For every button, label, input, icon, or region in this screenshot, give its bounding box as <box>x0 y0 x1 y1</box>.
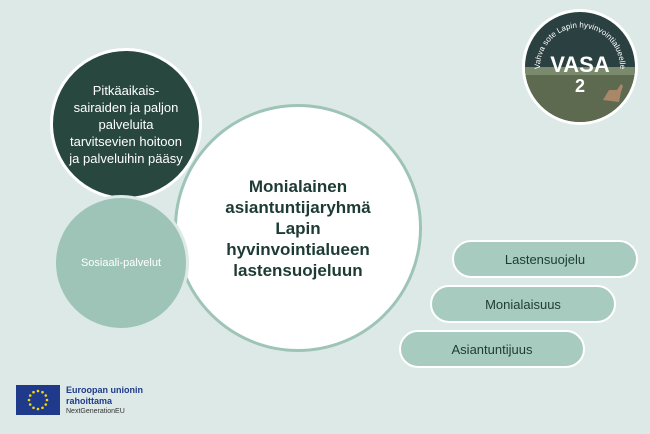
eu-star-icon <box>37 390 40 393</box>
social-services-label: Sosiaali-palvelut <box>80 257 162 269</box>
vasa-logo-badge <box>522 9 638 125</box>
eu-star-icon <box>41 391 44 394</box>
eu-funding-text <box>66 385 143 417</box>
badge-number: 2 <box>574 76 586 96</box>
social-services-circle <box>53 195 189 331</box>
eu-star-icon <box>28 399 31 402</box>
pill-expertise <box>399 330 585 368</box>
eu-flag-icon <box>16 385 60 415</box>
eu-star-icon <box>41 406 44 409</box>
pill-multidisciplinarity <box>430 285 616 323</box>
pill-label: Asiantuntijuus <box>451 341 533 357</box>
badge-title: VASA <box>550 52 610 77</box>
eu-star-icon <box>44 403 47 406</box>
eu-star-icon <box>32 391 35 394</box>
pill-label: Monialaisuus <box>485 296 561 312</box>
center-title: Monialainen asiantuntijaryhmä Lapin hyvinvointialueen lastensuojeluun <box>225 176 371 280</box>
center-circle <box>174 104 422 352</box>
chronic-care-circle <box>50 48 202 200</box>
chronic-care-label: Pitkäaikais-sairaiden ja paljon palveluita tarvitsevien hoitoon ja palveluihin pääsy <box>69 82 183 166</box>
badge-arc-text: Vahva sote Lapin hyvinvointialueelle <box>532 20 628 70</box>
eu-text-line3: NextGenerationEU <box>66 408 125 415</box>
eu-star-icon <box>29 394 32 397</box>
eu-funding-logo <box>16 385 143 417</box>
vasa-logo-graphic <box>525 12 635 122</box>
eu-text-line2: rahoittama <box>66 396 113 406</box>
eu-star-icon <box>29 403 32 406</box>
pill-child-welfare <box>452 240 638 278</box>
eu-star-icon <box>44 394 47 397</box>
pill-label: Lastensuojelu <box>504 251 586 267</box>
eu-star-icon <box>46 399 49 402</box>
eu-star-icon <box>37 408 40 411</box>
eu-text-line1: Euroopan unionin <box>66 385 143 395</box>
eu-star-icon <box>32 406 35 409</box>
